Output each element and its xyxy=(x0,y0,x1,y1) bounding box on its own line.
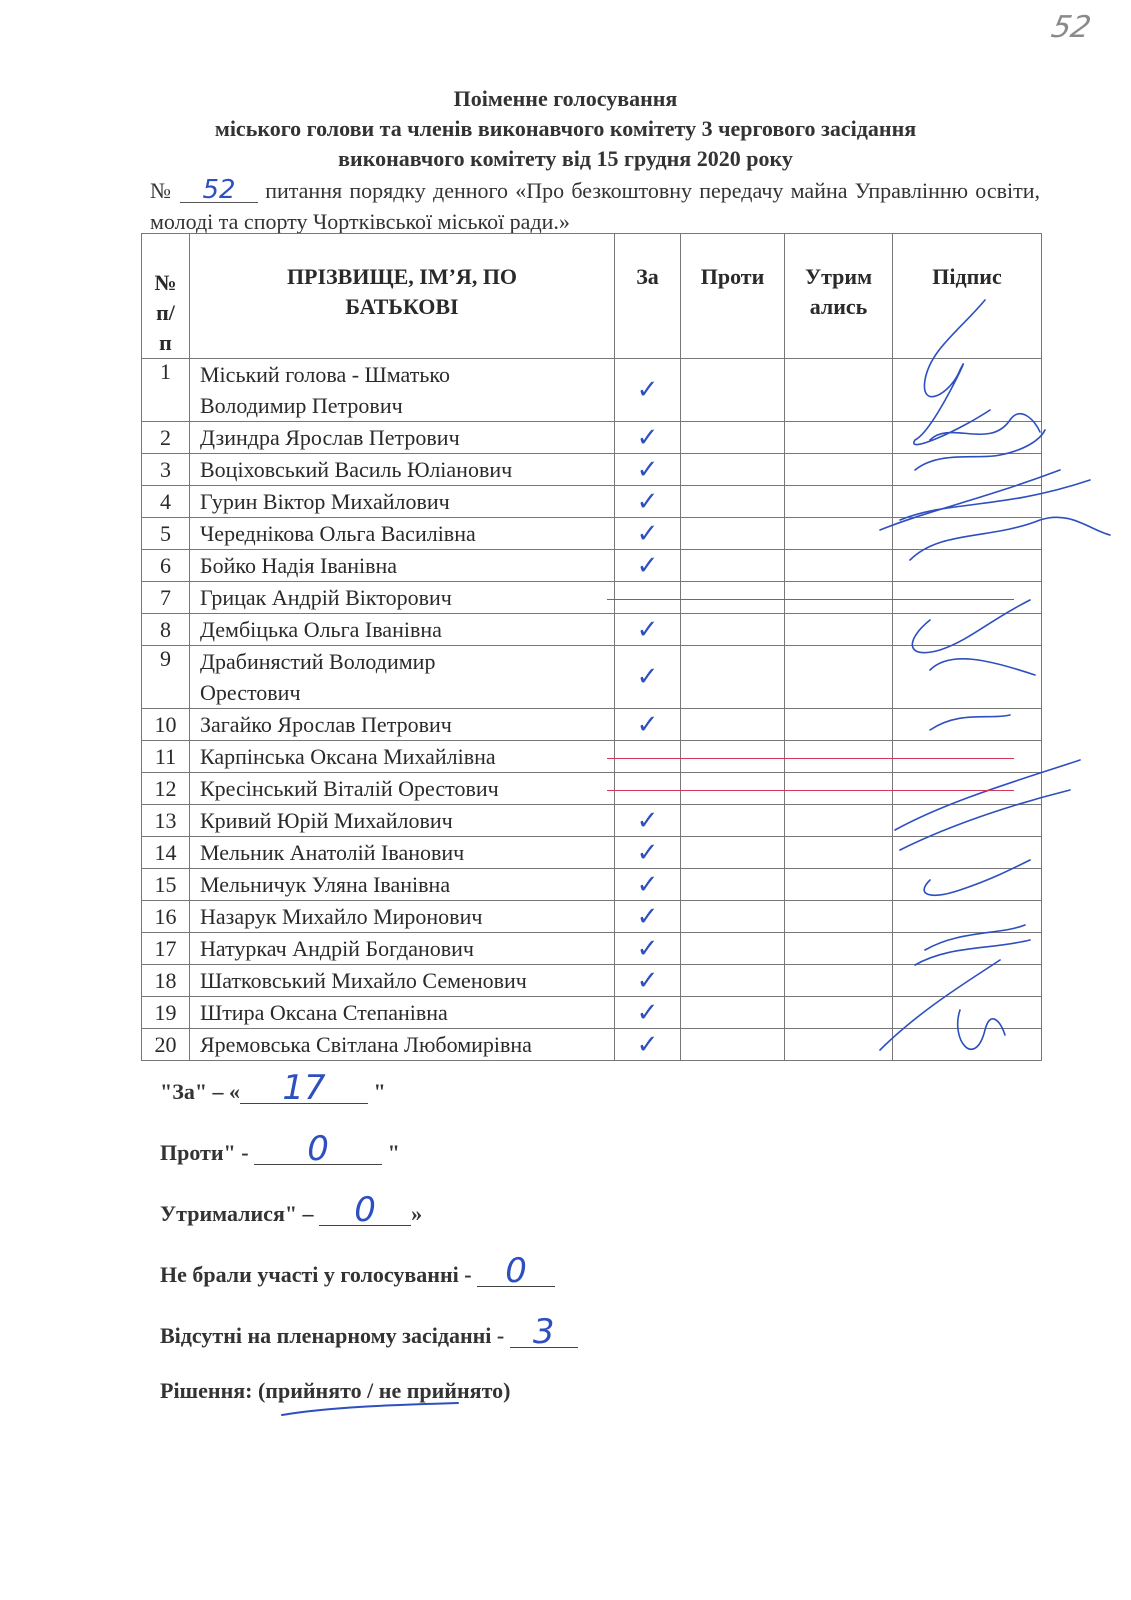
decision-open: ( xyxy=(257,1378,266,1403)
vote-against-cell xyxy=(681,709,785,741)
table-row xyxy=(142,709,1042,741)
vote-abstain-cell xyxy=(785,518,893,550)
member-name-line: Гурин Віктор Михайлович xyxy=(200,489,450,514)
row-number: 5 xyxy=(142,518,190,550)
checkmark-icon: ✓ xyxy=(636,901,659,931)
row-number: 15 xyxy=(142,869,190,901)
member-name xyxy=(190,709,615,741)
row-number: 9 xyxy=(142,646,190,709)
vote-against-cell xyxy=(681,359,785,422)
vote-for-cell xyxy=(615,773,681,805)
decision-close: ) xyxy=(503,1378,511,1403)
absent-strike-line xyxy=(607,599,1014,600)
row-number: 6 xyxy=(142,550,190,582)
row-number: 20 xyxy=(142,1029,190,1061)
checkmark-icon: ✓ xyxy=(636,614,659,644)
vote-abstain-cell xyxy=(785,422,893,454)
summary-abstain-label: Утрималися" – xyxy=(160,1201,314,1226)
header-num-line: п xyxy=(159,330,172,355)
page-number: 52 xyxy=(1048,10,1094,45)
vote-for-cell xyxy=(615,518,681,550)
member-name xyxy=(190,741,615,773)
vote-against-cell xyxy=(681,454,785,486)
vote-against-cell xyxy=(681,869,785,901)
signature-cell xyxy=(893,359,1042,422)
vote-against-cell xyxy=(681,805,785,837)
member-name xyxy=(190,582,615,614)
signature-cell xyxy=(893,422,1042,454)
vote-against-cell xyxy=(681,901,785,933)
table-row xyxy=(142,518,1042,550)
member-name-line: Мельник Анатолій Іванович xyxy=(200,840,465,865)
member-name xyxy=(190,1029,615,1061)
vote-for-cell xyxy=(615,550,681,582)
header-name xyxy=(190,234,615,359)
table-row xyxy=(142,901,1042,933)
decision-label: Рішення: xyxy=(160,1378,253,1403)
summary-against-label: Проти" - xyxy=(160,1140,249,1165)
member-name xyxy=(190,997,615,1029)
table-row xyxy=(142,422,1042,454)
vote-against-cell xyxy=(681,422,785,454)
signature-cell xyxy=(893,550,1042,582)
row-number: 4 xyxy=(142,486,190,518)
member-name-line: Дембіцька Ольга Іванівна xyxy=(200,617,442,642)
checkmark-icon: ✓ xyxy=(636,805,659,835)
table-row xyxy=(142,646,1042,709)
vote-against-cell xyxy=(681,614,785,646)
row-number: 16 xyxy=(142,901,190,933)
vote-abstain-cell xyxy=(785,359,893,422)
signature-cell xyxy=(893,805,1042,837)
row-number: 12 xyxy=(142,773,190,805)
signature-cell xyxy=(893,614,1042,646)
table-row xyxy=(142,965,1042,997)
member-name-line: Загайко Ярослав Петрович xyxy=(200,712,452,737)
summary-against xyxy=(160,1129,400,1169)
decision-separator: / xyxy=(361,1378,379,1403)
member-name xyxy=(190,486,615,518)
member-name-line: Череднікова Ольга Василівна xyxy=(200,521,476,546)
table-row xyxy=(142,550,1042,582)
member-name xyxy=(190,359,615,422)
vote-for-cell xyxy=(615,582,681,614)
decision-rejected: не прийнято xyxy=(378,1378,504,1403)
vote-abstain-cell xyxy=(785,614,893,646)
header-against: Проти xyxy=(681,234,785,359)
vote-abstain-cell xyxy=(785,486,893,518)
vote-against-cell xyxy=(681,518,785,550)
table-row xyxy=(142,582,1042,614)
summary-not-voted xyxy=(160,1251,555,1291)
signature-cell xyxy=(893,869,1042,901)
vote-for-cell xyxy=(615,869,681,901)
vote-against-cell xyxy=(681,997,785,1029)
vote-for-cell xyxy=(615,1029,681,1061)
vote-against-cell xyxy=(681,965,785,997)
summary-against-close: " xyxy=(387,1140,400,1165)
checkmark-icon: ✓ xyxy=(636,965,659,995)
vote-for-cell xyxy=(615,933,681,965)
member-name xyxy=(190,550,615,582)
checkmark-icon: ✓ xyxy=(636,709,659,739)
signature-cell xyxy=(893,901,1042,933)
row-number: 14 xyxy=(142,837,190,869)
row-number: 8 xyxy=(142,614,190,646)
member-name-line: Міський голова - Шматько xyxy=(200,362,450,387)
checkmark-icon: ✓ xyxy=(636,997,659,1027)
signature-cell xyxy=(893,454,1042,486)
checkmark-icon: ✓ xyxy=(636,518,659,548)
summary-absent xyxy=(160,1312,578,1352)
header-num xyxy=(142,234,190,359)
member-name xyxy=(190,454,615,486)
summary-not-voted-label: Не брали участі у голосуванні - xyxy=(160,1262,472,1287)
summary-absent-label: Відсутні на пленарному засіданні - xyxy=(160,1323,505,1348)
member-name-line: Назарук Михайло Миронович xyxy=(200,904,483,929)
vote-against-cell xyxy=(681,933,785,965)
vote-for-cell xyxy=(615,646,681,709)
header-abstain xyxy=(785,234,893,359)
vote-abstain-cell xyxy=(785,997,893,1029)
absent-strike-line xyxy=(607,758,1014,759)
member-name xyxy=(190,869,615,901)
vote-for-cell xyxy=(615,741,681,773)
member-name xyxy=(190,614,615,646)
member-name-line: Воціховський Василь Юліанович xyxy=(200,457,513,482)
table-row xyxy=(142,997,1042,1029)
vote-abstain-cell xyxy=(785,901,893,933)
row-number: 3 xyxy=(142,454,190,486)
vote-abstain-cell xyxy=(785,741,893,773)
checkmark-icon: ✓ xyxy=(636,1029,659,1059)
table-row xyxy=(142,1029,1042,1061)
header-num-line: № xyxy=(154,270,177,295)
document-subtitle: міського голови та членів виконавчого комітету 3 чергового засідання xyxy=(214,116,917,141)
member-name xyxy=(190,837,615,869)
vote-against-cell xyxy=(681,741,785,773)
member-name xyxy=(190,773,615,805)
member-name-line: Штира Оксана Степанівна xyxy=(200,1000,448,1025)
vote-abstain-cell xyxy=(785,773,893,805)
table-header-row xyxy=(142,234,1042,359)
checkmark-icon: ✓ xyxy=(636,486,659,516)
summary-abstain-value: 0 xyxy=(319,1195,411,1226)
checkmark-icon: ✓ xyxy=(636,933,659,963)
checkmark-icon: ✓ xyxy=(636,662,659,691)
member-name xyxy=(190,901,615,933)
signature-cell xyxy=(893,933,1042,965)
member-name-line: Кривий Юрій Михайлович xyxy=(200,808,453,833)
agenda-item xyxy=(150,175,1040,237)
vote-abstain-cell xyxy=(785,837,893,869)
checkmark-icon: ✓ xyxy=(636,837,659,867)
meeting-date-line: виконавчого комітету від 15 грудня 2020 року xyxy=(338,146,793,171)
vote-abstain-cell xyxy=(785,1029,893,1061)
vote-for-cell xyxy=(615,805,681,837)
agenda-number-handwritten: 52 xyxy=(180,178,258,203)
summary-for-label: "За" – « xyxy=(160,1079,241,1104)
summary-absent-value: 3 xyxy=(510,1317,578,1348)
checkmark-icon: ✓ xyxy=(636,550,659,580)
vote-abstain-cell xyxy=(785,869,893,901)
summary-not-voted-value: 0 xyxy=(477,1256,555,1287)
member-name xyxy=(190,518,615,550)
member-name xyxy=(190,965,615,997)
header-abstain-line: Утрим xyxy=(804,264,873,289)
summary-for xyxy=(160,1068,386,1108)
table-row xyxy=(142,837,1042,869)
header-name-line: ПРІЗВИЩЕ, ІМ’Я, ПО xyxy=(286,264,518,289)
agenda-number-prefix: № xyxy=(150,178,173,203)
header-signature: Підпис xyxy=(893,234,1042,359)
vote-against-cell xyxy=(681,550,785,582)
table-row xyxy=(142,741,1042,773)
vote-for-cell xyxy=(615,359,681,422)
vote-against-cell xyxy=(681,773,785,805)
absent-strike-line xyxy=(607,790,1014,791)
summary-abstain xyxy=(160,1190,423,1230)
vote-for-cell xyxy=(615,837,681,869)
signature-cell xyxy=(893,646,1042,709)
document-title: Поіменне голосування xyxy=(453,86,678,111)
member-name xyxy=(190,933,615,965)
member-name-line: Мельничук Уляна Іванівна xyxy=(200,872,451,897)
vote-for-cell xyxy=(615,486,681,518)
vote-abstain-cell xyxy=(785,709,893,741)
member-name-line: Шатковський Михайло Семенович xyxy=(200,968,527,993)
member-name-line: Бойко Надія Іванівна xyxy=(200,553,398,578)
checkmark-icon: ✓ xyxy=(636,375,659,404)
table-row xyxy=(142,614,1042,646)
row-number: 17 xyxy=(142,933,190,965)
roll-call-table xyxy=(141,233,1042,1061)
row-number: 10 xyxy=(142,709,190,741)
header-num-line: п/ xyxy=(156,300,175,325)
member-name-line: Грицак Андрій Вікторович xyxy=(200,585,452,610)
header-name-line: БАТЬКОВІ xyxy=(345,294,459,319)
agenda-text: питання порядку денного «Про безкоштовну передачу майна Управлінню освіти, молоді та спорту Чортківської міської ради.» xyxy=(150,178,1041,234)
member-name-line: Кресінський Віталій Орестович xyxy=(200,776,499,801)
vote-against-cell xyxy=(681,837,785,869)
vote-for-cell xyxy=(615,454,681,486)
row-number: 2 xyxy=(142,422,190,454)
member-name-line: Дзиндра Ярослав Петрович xyxy=(200,425,460,450)
header-abstain-line: ались xyxy=(809,294,868,319)
summary-for-close: " xyxy=(373,1079,386,1104)
vote-for-cell xyxy=(615,965,681,997)
vote-for-cell xyxy=(615,422,681,454)
table-row xyxy=(142,454,1042,486)
decision-underline xyxy=(270,1395,470,1425)
signature-cell xyxy=(893,582,1042,614)
vote-abstain-cell xyxy=(785,550,893,582)
signature-cell xyxy=(893,1029,1042,1061)
checkmark-icon: ✓ xyxy=(636,869,659,899)
member-name-line: Драбинястий Володимир xyxy=(200,649,436,674)
vote-abstain-cell xyxy=(785,646,893,709)
vote-abstain-cell xyxy=(785,965,893,997)
row-number: 19 xyxy=(142,997,190,1029)
signature-cell xyxy=(893,709,1042,741)
table-row xyxy=(142,486,1042,518)
member-name xyxy=(190,646,615,709)
header-for: За xyxy=(615,234,681,359)
vote-for-cell xyxy=(615,997,681,1029)
checkmark-icon: ✓ xyxy=(636,422,659,452)
vote-abstain-cell xyxy=(785,582,893,614)
vote-abstain-cell xyxy=(785,454,893,486)
member-name-line: Натуркач Андрій Богданович xyxy=(200,936,474,961)
table-row xyxy=(142,933,1042,965)
signature-cell xyxy=(893,486,1042,518)
row-number: 13 xyxy=(142,805,190,837)
summary-against-value: 0 xyxy=(254,1134,382,1165)
table-row xyxy=(142,773,1042,805)
vote-for-cell xyxy=(615,901,681,933)
member-name xyxy=(190,422,615,454)
row-number: 1 xyxy=(142,359,190,422)
member-name-line: Орестович xyxy=(200,680,301,705)
member-name-line: Яремовська Світлана Любомирівна xyxy=(200,1032,532,1057)
signature-cell xyxy=(893,837,1042,869)
signature-cell xyxy=(893,518,1042,550)
row-number: 18 xyxy=(142,965,190,997)
vote-abstain-cell xyxy=(785,805,893,837)
vote-for-cell xyxy=(615,709,681,741)
member-name-line: Карпінська Оксана Михайлівна xyxy=(200,744,496,769)
decision-adopted: прийнято xyxy=(265,1378,362,1403)
vote-against-cell xyxy=(681,646,785,709)
summary-abstain-close: » xyxy=(411,1201,423,1226)
summary-for-value: 17 xyxy=(240,1073,368,1104)
vote-against-cell xyxy=(681,486,785,518)
vote-for-cell xyxy=(615,614,681,646)
signature-cell xyxy=(893,965,1042,997)
member-name-line: Володимир Петрович xyxy=(200,393,403,418)
vote-abstain-cell xyxy=(785,933,893,965)
vote-against-cell xyxy=(681,1029,785,1061)
table-row xyxy=(142,869,1042,901)
signature-cell xyxy=(893,997,1042,1029)
checkmark-icon: ✓ xyxy=(636,454,659,484)
table-row xyxy=(142,359,1042,422)
row-number: 11 xyxy=(142,741,190,773)
row-number: 7 xyxy=(142,582,190,614)
signature-cell xyxy=(893,773,1042,805)
signature-cell xyxy=(893,741,1042,773)
vote-against-cell xyxy=(681,582,785,614)
member-name xyxy=(190,805,615,837)
table-row xyxy=(142,805,1042,837)
